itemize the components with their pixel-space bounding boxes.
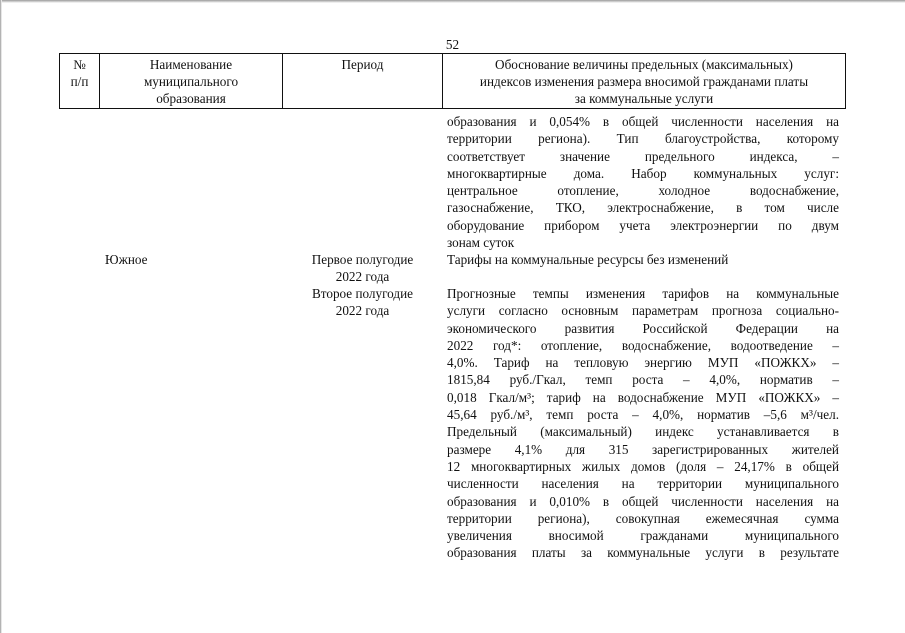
text-line: 4,0%. Тариф на тепловую энергию МУП «ПОЖКХ» –: [447, 355, 839, 371]
text-line: газоснабжение, ТКО, электроснабжение, в том числе: [447, 200, 839, 216]
header-period-line: Период: [341, 57, 384, 72]
text-line: многоквартирные дома. Набор коммунальных услуг:: [447, 165, 839, 181]
text-line: экономического развития Российской Федерации на: [447, 320, 839, 336]
scan-edge-top: [0, 0, 905, 3]
header-name: [100, 54, 283, 109]
continued-description: [447, 113, 839, 251]
text-line: численности населения на территории муниципального: [447, 476, 839, 492]
header-basis: [443, 54, 846, 109]
period-first-half-text: [447, 251, 839, 268]
header-name-line: муниципального: [143, 74, 239, 89]
header-name-line: образования: [156, 91, 226, 106]
municipality-name: Южное: [105, 252, 148, 267]
text-line: центральное отопление, холодное водоснабжение,: [447, 183, 839, 199]
text-line: образования и 0,054% в общей численности населения на: [447, 114, 839, 129]
table-header: [59, 53, 846, 109]
text-line: территории региона), совокупная ежемесячная сумма: [447, 510, 839, 526]
period-second-half: [300, 285, 425, 319]
text-line: 45,64 руб./м³, темп роста – 4,0%, норматив –5,6 м³/чел.: [447, 407, 839, 423]
header-num: [60, 54, 100, 109]
text-line: 0,018 Гкал/м³; тариф на водоснабжение МУП «ПОЖКХ» –: [447, 389, 839, 405]
text-line: размере 4,1% для 315 зарегистрированных жителей: [447, 441, 839, 457]
text-line: увеличения вносимой гражданами муниципального: [447, 528, 839, 544]
period-line: 2022 года: [335, 303, 390, 318]
header-basis-line: индексов изменения размера вносимой гражданами платы: [479, 74, 809, 89]
text-line: образования платы за коммунальные услуги в результате: [447, 545, 839, 561]
text-line: Предельный (максимальный) индекс устанавливается в: [447, 424, 839, 440]
scan-edge-left: [0, 0, 2, 633]
page-number: 52: [445, 37, 460, 52]
text-line: услуги согласно основным параметрам прогноза социально-: [447, 303, 839, 319]
text-line: 2022 год*: отопление, водоснабжение, водоотведение –: [447, 337, 839, 353]
text-line: 12 многоквартирных жилых домов (доля – 24,17% в общей: [447, 458, 839, 474]
text-line: зонам суток: [447, 235, 515, 251]
header-basis-line: за коммунальные услуги: [574, 91, 714, 106]
text-line: образования и 0,010% в общей численности населения на: [447, 493, 839, 509]
period-second-half-text: [447, 285, 839, 562]
text-line: 1815,84 руб./Гкал, темп роста – 4,0%, норматив –: [447, 372, 839, 388]
header-num-line: п/п: [70, 74, 89, 89]
text-line: оборудование прибором учета электроэнергии по двум: [447, 217, 839, 233]
text-line: Тарифы на коммунальные ресурсы без изменений: [447, 252, 729, 267]
header-period: [283, 54, 443, 109]
period-line: Второе полугодие: [311, 286, 414, 301]
text-line: территории региона). Тип благоустройства, которому: [447, 131, 839, 147]
header-num-line: №: [73, 57, 86, 72]
period-line: Первое полугодие: [311, 252, 414, 267]
text-line: соответствует значение предельного индекса, –: [447, 148, 839, 164]
header-basis-line: Обоснование величины предельных (максимальных): [495, 57, 793, 72]
period-first-half: [300, 251, 425, 285]
period-line: 2022 года: [335, 269, 390, 284]
header-name-line: Наименование: [149, 57, 233, 72]
text-line: Прогнозные темпы изменения тарифов на коммунальные: [447, 286, 839, 301]
